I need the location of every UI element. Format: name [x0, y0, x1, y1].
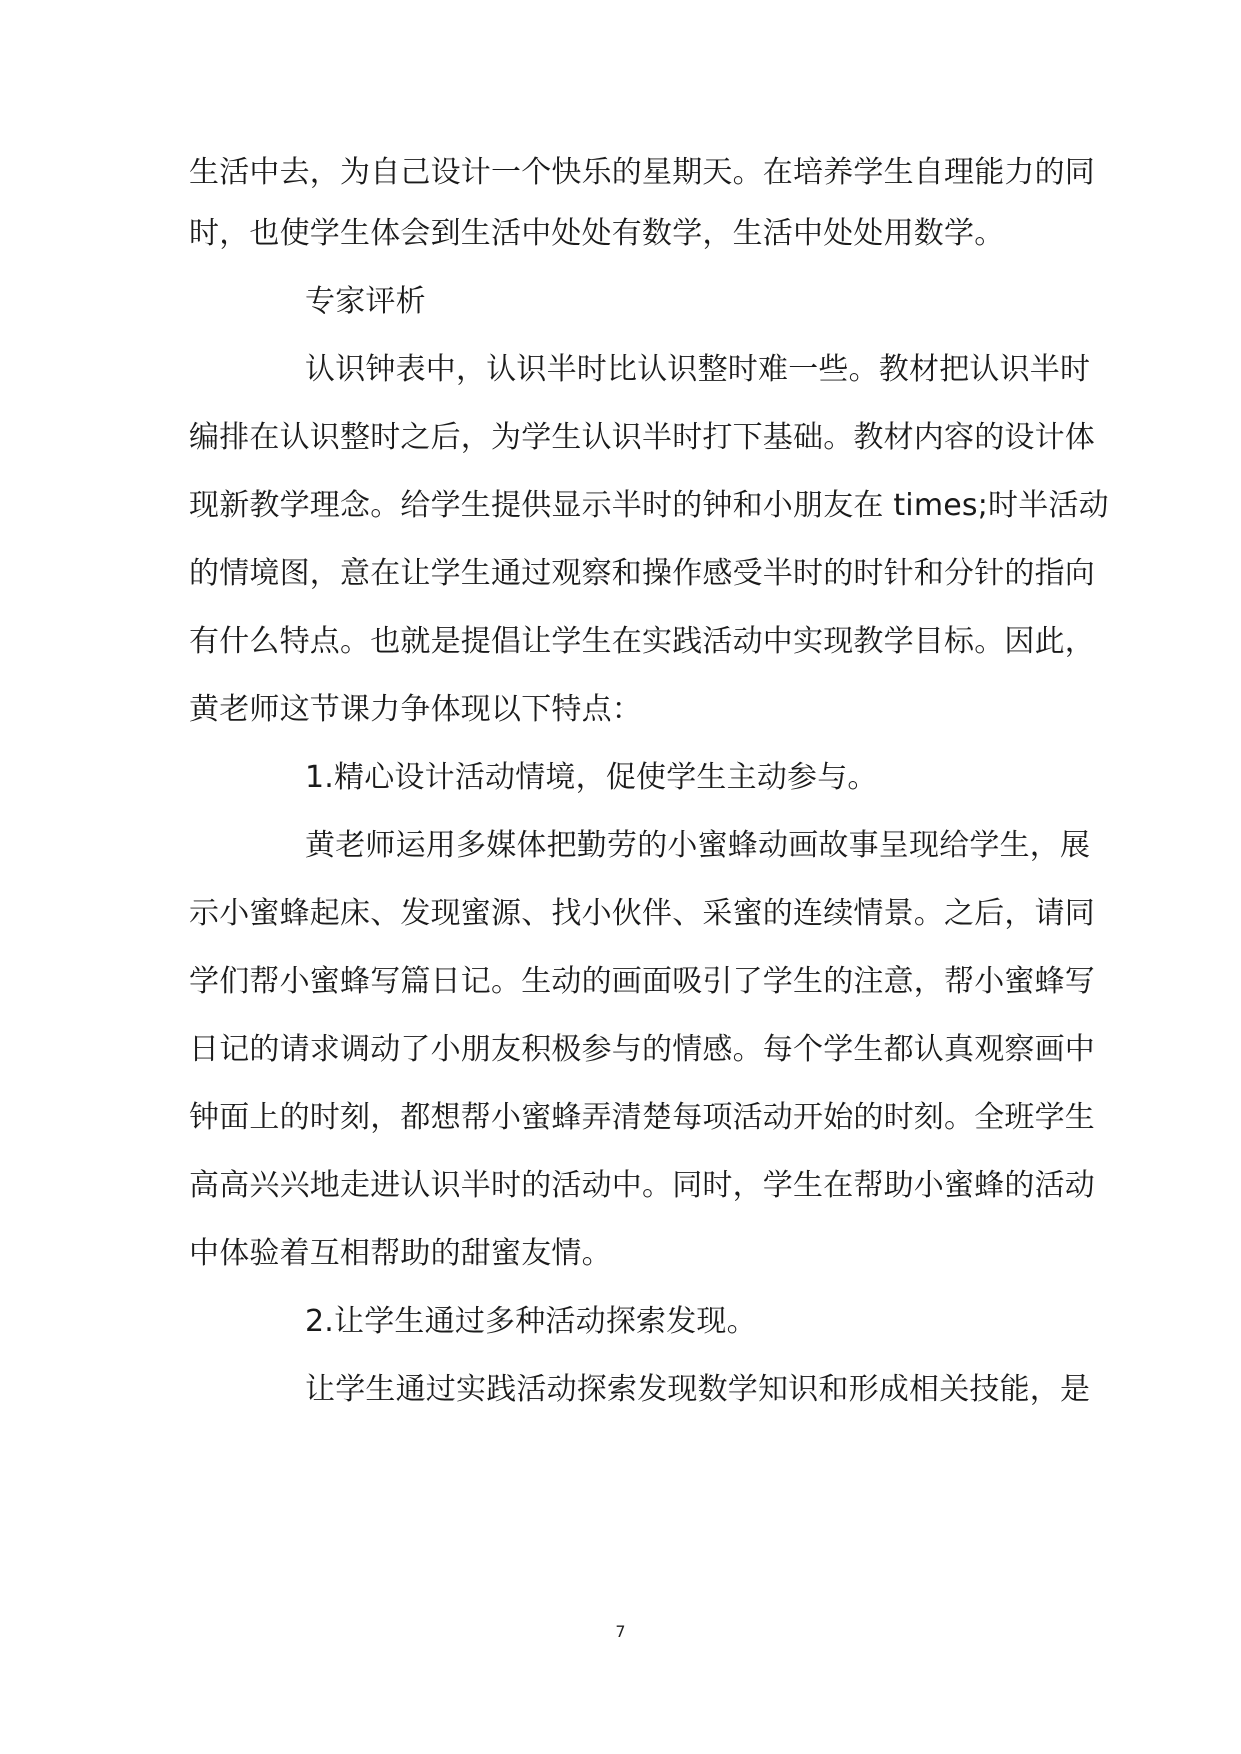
page-number: 7: [615, 1622, 626, 1641]
text-line-13: 学们帮小蜜蜂写篇日记。生动的画面吸引了学生的注意，帮小蜜蜂写: [189, 964, 1095, 999]
list-heading-2: 2.让学生通过多种活动探索发现。: [305, 1304, 757, 1339]
text-line-9: 黄老师这节课力争体现以下特点：: [189, 692, 642, 727]
text-line-12: 示小蜜蜂起床、发现蜜源、找小伙伴、采蜜的连续情景。之后，请同: [189, 896, 1095, 931]
text-line-11: 黄老师运用多媒体把勤劳的小蜜蜂动画故事呈现给学生，展: [305, 828, 1091, 863]
text-line-4: 认识钟表中，认识半时比认识整时难一些。教材把认识半时: [305, 352, 1091, 387]
text-line-6: 现新教学理念。给学生提供显示半时的钟和小朋友在 times;时半活动: [189, 488, 1109, 523]
list-heading-1: 1.精心设计活动情境，促使学生主动参与。: [305, 760, 878, 795]
text-line-8: 有什么特点。也就是提倡让学生在实践活动中实现教学目标。因此，: [189, 624, 1095, 659]
section-heading: 专家评析: [305, 284, 426, 319]
text-line-16: 高高兴兴地走进认识半时的活动中。同时，学生在帮助小蜜蜂的活动: [189, 1168, 1095, 1203]
text-line-2: 时，也使学生体会到生活中处处有数学，生活中处处用数学。: [189, 216, 1005, 251]
text-line-19: 让学生通过实践活动探索发现数学知识和形成相关技能，是: [305, 1372, 1091, 1407]
text-line-7: 的情境图，意在让学生通过观察和操作感受半时的时针和分针的指向: [189, 556, 1095, 591]
text-line-1: 生活中去，为自己设计一个快乐的星期天。在培养学生自理能力的同: [189, 155, 1095, 190]
text-line-5: 编排在认识整时之后，为学生认识半时打下基础。教材内容的设计体: [189, 420, 1095, 455]
text-line-14: 日记的请求调动了小朋友积极参与的情感。每个学生都认真观察画中: [189, 1032, 1095, 1067]
text-line-15: 钟面上的时刻，都想帮小蜜蜂弄清楚每项活动开始的时刻。全班学生: [189, 1100, 1095, 1135]
text-line-17: 中体验着互相帮助的甜蜜友情。: [189, 1236, 612, 1271]
